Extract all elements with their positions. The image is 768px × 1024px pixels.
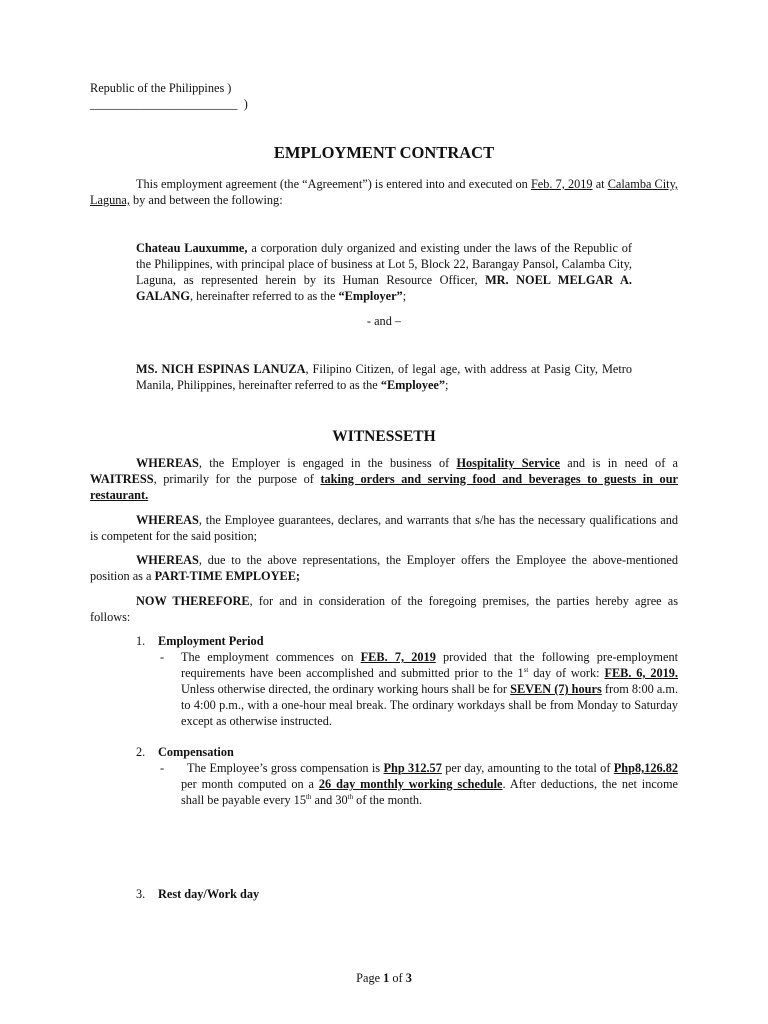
s2-text-b: per day, amounting to the total of — [445, 761, 611, 775]
employee-label: “Employee” — [380, 378, 446, 392]
s1-text-d: Unless otherwise directed, the ordinary working hours shall be for — [181, 682, 508, 696]
page-total: 3 — [405, 971, 412, 985]
employment-type: PART-TIME EMPLOYEE; — [154, 569, 300, 583]
whereas-1-keyword: WHEREAS — [136, 456, 199, 470]
monthly-total: Php8,126.82 — [613, 761, 679, 775]
document-title: EMPLOYMENT CONTRACT — [273, 143, 495, 162]
s1-text-c: day of work: — [533, 666, 600, 680]
employee-name: MS. NICH ESPINAS LANUZA — [136, 362, 306, 376]
section-2-dash: - — [160, 761, 165, 775]
employer-end: ; — [402, 289, 407, 303]
business-type: Hospitality Service — [456, 456, 561, 470]
s1-sup: st — [523, 665, 529, 674]
section-3-title: Rest day/Work day — [158, 887, 260, 901]
s2-text-d: . After deductions, the net income shall be payable every 15 — [181, 777, 678, 807]
now-therefore-keyword: NOW THEREFORE — [136, 594, 250, 608]
s1-text-e: from 8:00 a.m. to 4:00 p.m., with a one-hour meal break. The ordinary workdays shall be from Monday to Saturday except as otherwise instructed. — [181, 682, 679, 728]
republic-line — [90, 80, 231, 96]
employer-name: Chateau Lauxumme, — [136, 241, 248, 255]
s1-text-b: provided that the following pre-employment requirements have been accomplished and submitted prior to the 1 — [181, 650, 679, 680]
employer-officer: MR. NOEL MELGAR A. GALANG — [136, 273, 632, 303]
whereas-1-text-b: and is in need of a — [567, 456, 679, 470]
whereas-1 — [90, 455, 678, 503]
now-therefore — [90, 593, 678, 625]
section-3-number: 3. — [136, 887, 146, 901]
whereas-2-text: , the Employee guarantees, declares, and warrants that s/he has the necessary qualifications and is competent for the said position; — [90, 513, 678, 543]
and-separator: - and – — [366, 314, 402, 328]
whereas-1-text-c: , primarily for the purpose of — [153, 472, 314, 486]
start-date: FEB. 7, 2019 — [360, 650, 436, 664]
working-schedule: 26 day monthly working schedule — [318, 777, 503, 791]
blank-location-line — [90, 96, 248, 112]
whereas-3-keyword: WHEREAS — [136, 553, 199, 567]
section-1-title: Employment Period — [158, 634, 264, 648]
employer-text: a corporation duly organized and existing under the laws of the Republic of the Philippines, with principal place of business at Lot 5, Block 22, Barangay Pansol, Calamba City, Laguna, as represented herein by its Human Resource Officer, — [136, 241, 632, 287]
employer-ref: , hereinafter referred to as the — [189, 289, 336, 303]
working-hours: SEVEN (7) hours — [510, 682, 602, 696]
employer-label: “Employer” — [338, 289, 403, 303]
page-footer — [0, 970, 768, 986]
employee-text: , Filipino Citizen, of legal age, with address at Pasig City, Metro Manila, Philippines, hereinafter referred to as the — [136, 362, 633, 392]
employer-paragraph — [136, 240, 632, 304]
intro-paragraph — [90, 176, 678, 208]
s2-text-f: of the month. — [356, 793, 423, 807]
page-of: of — [392, 971, 403, 985]
daily-rate: Php 312.57 — [383, 761, 442, 775]
page-label: Page — [356, 971, 381, 985]
republic-text: Republic of the Philippines ) — [90, 81, 232, 95]
intro-at: at — [595, 177, 605, 191]
agreement-place: Calamba City, Laguna, — [90, 177, 679, 207]
section-1-body — [181, 649, 678, 729]
position-title: WAITRESS — [90, 472, 154, 486]
section-2-title: Compensation — [158, 745, 234, 759]
s2-text-c: per month computed on a — [181, 777, 314, 791]
intro-text-2: by and between the following: — [133, 193, 283, 207]
whereas-1-text-a: , the Employer is engaged in the business of — [198, 456, 450, 470]
s2-sup-2: th — [347, 792, 354, 801]
intro-text-1: This employment agreement (the “Agreement”) is entered into and executed on — [136, 177, 528, 191]
witnesseth-heading: WITNESSETH — [332, 428, 436, 445]
position-purpose: taking orders and serving food and beverages to guests in our restaurant. — [90, 472, 678, 502]
now-therefore-text: , for and in consideration of the foregoing premises, the parties hereby agree as follows: — [90, 594, 678, 624]
s2-text-e: and 30 — [314, 793, 348, 807]
whereas-3-text: , due to the above representations, the Employer offers the Employee the above-mentioned position as a — [90, 553, 678, 583]
section-2-body — [181, 760, 678, 808]
whereas-2-keyword: WHEREAS — [136, 513, 199, 527]
blank-underline: ________________________ — [90, 97, 238, 111]
employee-paragraph — [136, 361, 632, 393]
s2-text-a: The Employee’s gross compensation is — [187, 761, 381, 775]
requirements-date: FEB. 6, 2019. — [604, 666, 678, 680]
whereas-3 — [90, 552, 678, 584]
s1-text-a: The employment commences on — [181, 650, 354, 664]
s2-sup-1: th — [305, 792, 312, 801]
section-1-number: 1. — [136, 634, 146, 648]
section-1-dash: - — [160, 650, 165, 664]
blank-paren: ) — [243, 97, 248, 111]
employee-end: ; — [445, 378, 449, 392]
page-current: 1 — [383, 971, 390, 985]
section-2-number: 2. — [136, 745, 146, 759]
agreement-date: Feb. 7, 2019 — [530, 177, 593, 191]
whereas-2 — [90, 512, 678, 544]
